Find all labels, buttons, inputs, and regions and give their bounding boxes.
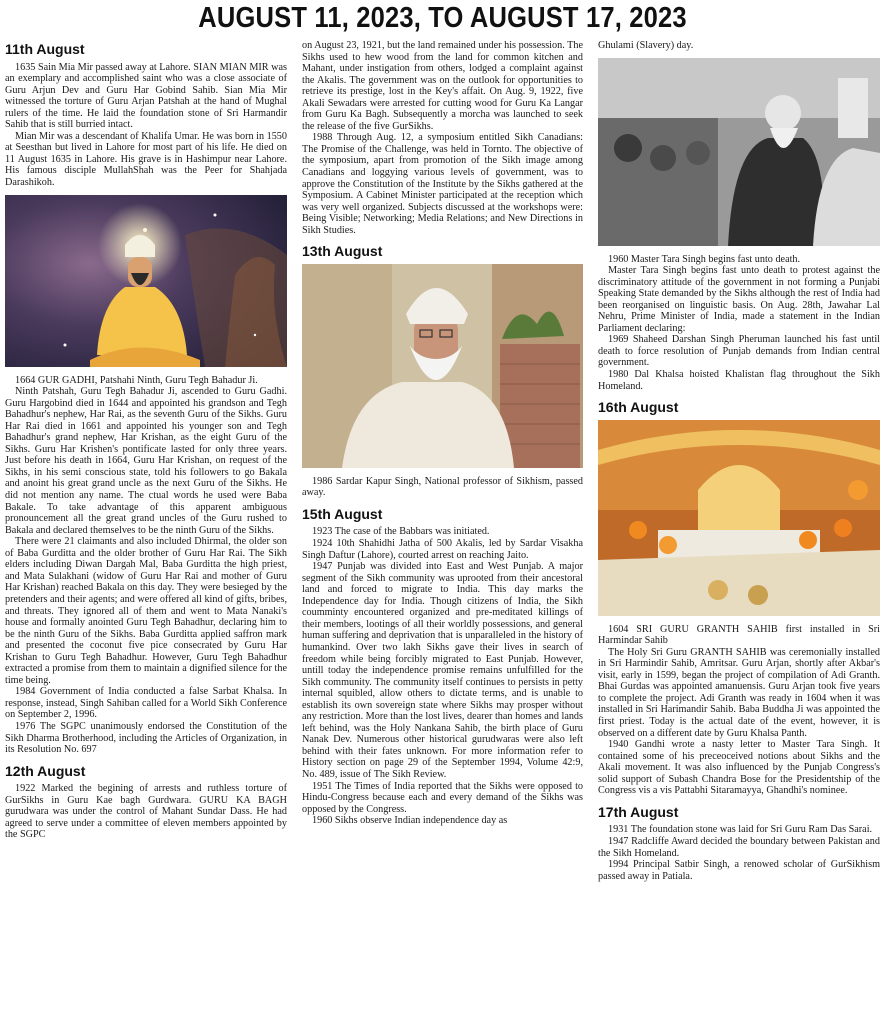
paragraph: 1947 Punjab was divided into East and West Punjab. A major segment of the Sikh community was uprooted from their ancestoral land and forced to migrate to India. This day marks the Independence day for India. Though citizens of India, the Sikh coumminty encountered organized and pre-meditated killings of their members, lootings of all their worldly possessions, and general human suffering and deprivation that is unparalleled in the history of humankind. Over two lakh Sikhs gave their lives in search of freedom while being forcibly migrated to East Punjab. However, untill today the independence promise remains unfulfilled for the Sikh community. The community itself continues to persists in petty internal squibled, allow others to dictate terms, and is unable to establish its own sovereign state where Sikhs may prosper without any restriction. More than the lost lives, dearer than homes and lands left behind, was the Holy Nankana Sahib, the birth place of Guru Nanak Dev. Numerous other historical gurudwaras were also left behind with their fates unknown. For more information refer to History section on page 29 of the September 1994, Volume 42:9, No. 489, issue of The Sikh Review.: [302, 561, 583, 780]
heading-12th-august: 12th August: [5, 762, 86, 779]
paragraph: Master Tara Singh begins fast unto death to protest against the discriminatory attitude of the government in not forming a Punjabi Speaking State demanded by the Sikhs although the rest of India had been reorganised on linguistic basis. On Aug. 28th, Jawahar Lal Nehru, Prime Minister of India, made a statement in the Indian Parliament declaring:: [598, 265, 880, 334]
paragraph: on August 23, 1921, but the land remained under his possession. The Sikhs used to hew wood from the land for common kitchen and Mahant, under instigation from others, lodged a complaint against the Akalis. The government was on the outlook for opportunities to retrieve its prestige, lost in the Key's affait. On Aug. 9, 1922, five Akali Sewadars were arrested for cutting wood for Guru Ka Langar from Guru Ka Bagh. Subsequently a morcha was launched to seek the release of the five GurSikhs.: [302, 40, 583, 132]
paragraph: 1604 SRI GURU GRANTH SAHIB first installed in Sri Harmindar Sahib: [598, 623, 880, 647]
paragraph: Ninth Patshah, Guru Tegh Bahadur Ji, ascended to Guru Gadhi. Guru Hargobind died in 1644 and appointed his grandson and Tegh Bahadhur's nephew, Har Rai, as the seventh Guru of the Sikhs. Guru Har Rai died in 1661 and appointed his younger son and Tegh Bahadhur's grand nephew, Har Krishan, as the eight Guru of the Sikhs. Guru Har Krishen's pontificate lasted for only three years. Just before his death in 1664, Guru Har Krishan, on request of the Sikhs, in his semi conscious state, told his followers to go Bakala and anoint his great grand uncle as the next Guru of the Sikhs. He did not mention any name. The ctual words he used were Baba Bakale. To take advantage of this apparent ambiguous pronouncement all the great grand uncles of the Guru rushed to Bakala and declared themselves to be the ninth Guru of the Sikhs.: [5, 386, 287, 536]
paragraph: 1635 Sain Mia Mir passed away at Lahore. SIAN MIAN MIR was an exemplary and accomplished saint who was a close associate of Guru Arjun Dev and Guru Har Gobind Sahib. Sian Mia Mir witnessed the torture of Guru Arjan Patshah at the hand of Mughal rulers of the time. He laid the foundation stone of Sri Harmandir Sahib that is still burried intact.: [5, 61, 287, 131]
paragraph: Ghulami (Slavery) day.: [598, 40, 694, 51]
paragraph: 1664 GUR GADHI, Patshahi Ninth, Guru Tegh Bahadur Ji.: [15, 374, 258, 386]
column-3: [598, 40, 880, 882]
guru-painting-illustration: [5, 195, 287, 367]
paragraph: 1960 Master Tara Singh begins fast unto death.: [608, 253, 801, 265]
paragraph: 1988 Through Aug. 12, a symposium entitled Sikh Canadians: The Promise of the Challenge, was held in Tornto. The objective of the symposium, apart from promotion of the Sikh image among Canadians and loggying various levels of government, was to approve the Constitution of the Institute by the Sikhs gathered at the Symposium. A Cabinet Minister participated at the reception which was very well organized. Subjects discussed at the workshops were: Being Visible; Networking; Media Relations; and New Directions in Sikh Studies.: [302, 132, 583, 236]
paragraph: 1980 Dal Khalsa hoisted Khalistan flag throughout the Sikh Homeland.: [598, 369, 880, 392]
heading-13th-august: 13th August: [302, 243, 383, 260]
paragraph: 1984 Government of India conducted a false Sarbat Khalsa. In response, instead, Singh Sahiban called for a World Sikh Conference on September 2, 1996.: [5, 686, 287, 721]
paragraph: 1922 Marked the begining of arrests and ruthless torture of GurSikhs in Guru Kae bagh Gurdwara. GURU KA BAGH gurudwara was under the control of Mahant Sundar Dass. He had agreed to serve under a committee of eleven members appointed by the SGPC: [5, 783, 287, 841]
heading-16th-august: 16th August: [598, 399, 679, 416]
paragraph: 1976 The SGPC unanimously endorsed the Constitution of the Sikh Dharma Brotherhood, including the Articles of Organization, in its Resolution No. 697: [5, 720, 287, 756]
paragraph: 1923 The case of the Babbars was initiated.: [312, 526, 490, 538]
page-title: AUGUST 11, 2023, TO AUGUST 17, 2023: [198, 2, 687, 34]
bw-crowd-photo: [598, 58, 880, 246]
paragraph: There were 21 claimants and also included Dhirmal, the older son of Baba Gurditta and the older brother of Guru Har Rai. The Sikh elders including Diwan Dargah Mal, Baba Gurditta the high priest, and Mata Sulakhani (widow of Guru Har Rai and mother of Guru Har Krishan) reached Bakala on this day. They were besieged by the pretenders and their agents; and were offered all kind of gifts, bribes, and threats. They ignored all of them and went to Mata Nanaki's house and formally anointed Guru Tegh Bahadhur, declaring him to be the ninth Guru of the Sikhs. Baba Gurditta applied saffron mark and presented the coconut five pice consecrated by Guru Har Krishan to Guru Tegh Bahadhur. However, Guru Tegh Bahadhur extracted a promise from them to maintain a dignified silence for the time being.: [5, 536, 287, 686]
column-2: [302, 40, 583, 827]
paragraph: 1940 Gandhi wrote a nasty letter to Master Tara Singh. It contained some of his preceoceived notions about Sikhs and the Akali movement. It was also influenced by the Punjab Congress's solid support of Subash Chandra Bose for the Presidentship of the Congress vis a vis Pattabhi Sitaramayya, Ghandhi's nominee.: [598, 739, 880, 797]
heading-15th-august: 15th August: [302, 505, 383, 522]
ceremony-photo: [598, 420, 880, 616]
paragraph: 1960 Sikhs observe Indian independence day as: [312, 815, 508, 827]
heading-11th-august: 11th August: [5, 41, 85, 57]
column-1: [5, 40, 287, 841]
paragraph: 1947 Radcliffe Award decided the boundary between Pakistan and the Sikh Homeland.: [598, 835, 880, 859]
paragraph: 1986 Sardar Kapur Singh, National professor of Sikhism, passed away.: [302, 475, 583, 499]
paragraph: 1951 The Times of India reported that the Sikhs were opposed to Hindu-Congress because each and every demand of the Sikhs was opposed by the Congress.: [302, 780, 583, 815]
master-tara-singh-photo: [598, 58, 880, 246]
paragraph: 1969 Shaheed Darshan Singh Pheruman launched his fast until death to force resolution of Punjab demands from Indian central government.: [598, 334, 880, 369]
guru-painting-image: [5, 195, 287, 367]
paragraph: Mian Mir was a descendant of Khalifa Umar. He was born in 1550 at Seesthan but lived in Lahore for most part of his life. He died on 11 August 1635 in Lahore. His grave is in Hashimpur near Lahore. His famous disciple MullahShah was the Peer for Shahjada Darashikoh.: [5, 130, 287, 189]
paragraph: 1994 Principal Satbir Singh, a renowed scholar of GurSikhism passed away in Patiala.: [598, 859, 880, 882]
kapur-singh-photo: [302, 264, 583, 468]
paragraph: The Holy Sri Guru GRANTH SAHIB was ceremonially installed in Sri Harmindir Sahib, Amritsar. Guru Arjan, shortly after Akbar's visit, early in 1599, began the project of compilation of Adi Granth. Bhai Gurdas was appointed amanuensis. Guru Arjan took five years to complete the project. Adi Granth was ready in 1604 when it was installed in Sri Harimandir Sahib. Baba Buddha Ji was appointed the first priest. Today is the actual date of the event, however, it is observed on a different date by Guru Khalsa Panth.: [598, 646, 880, 739]
granth-sahib-ceremony-photo: [598, 420, 880, 616]
paragraph: 1924 10th Shahidhi Jatha of 500 Akalis, led by Sardar Visakha Singh Daftur (Lahore), courted arrest on reaching Jaito.: [302, 538, 583, 561]
heading-17th-august: 17th August: [598, 803, 679, 820]
paragraph: 1931 The foundation stone was laid for Sri Guru Ram Das Sarai.: [608, 824, 873, 836]
portrait-photo: [302, 264, 583, 468]
